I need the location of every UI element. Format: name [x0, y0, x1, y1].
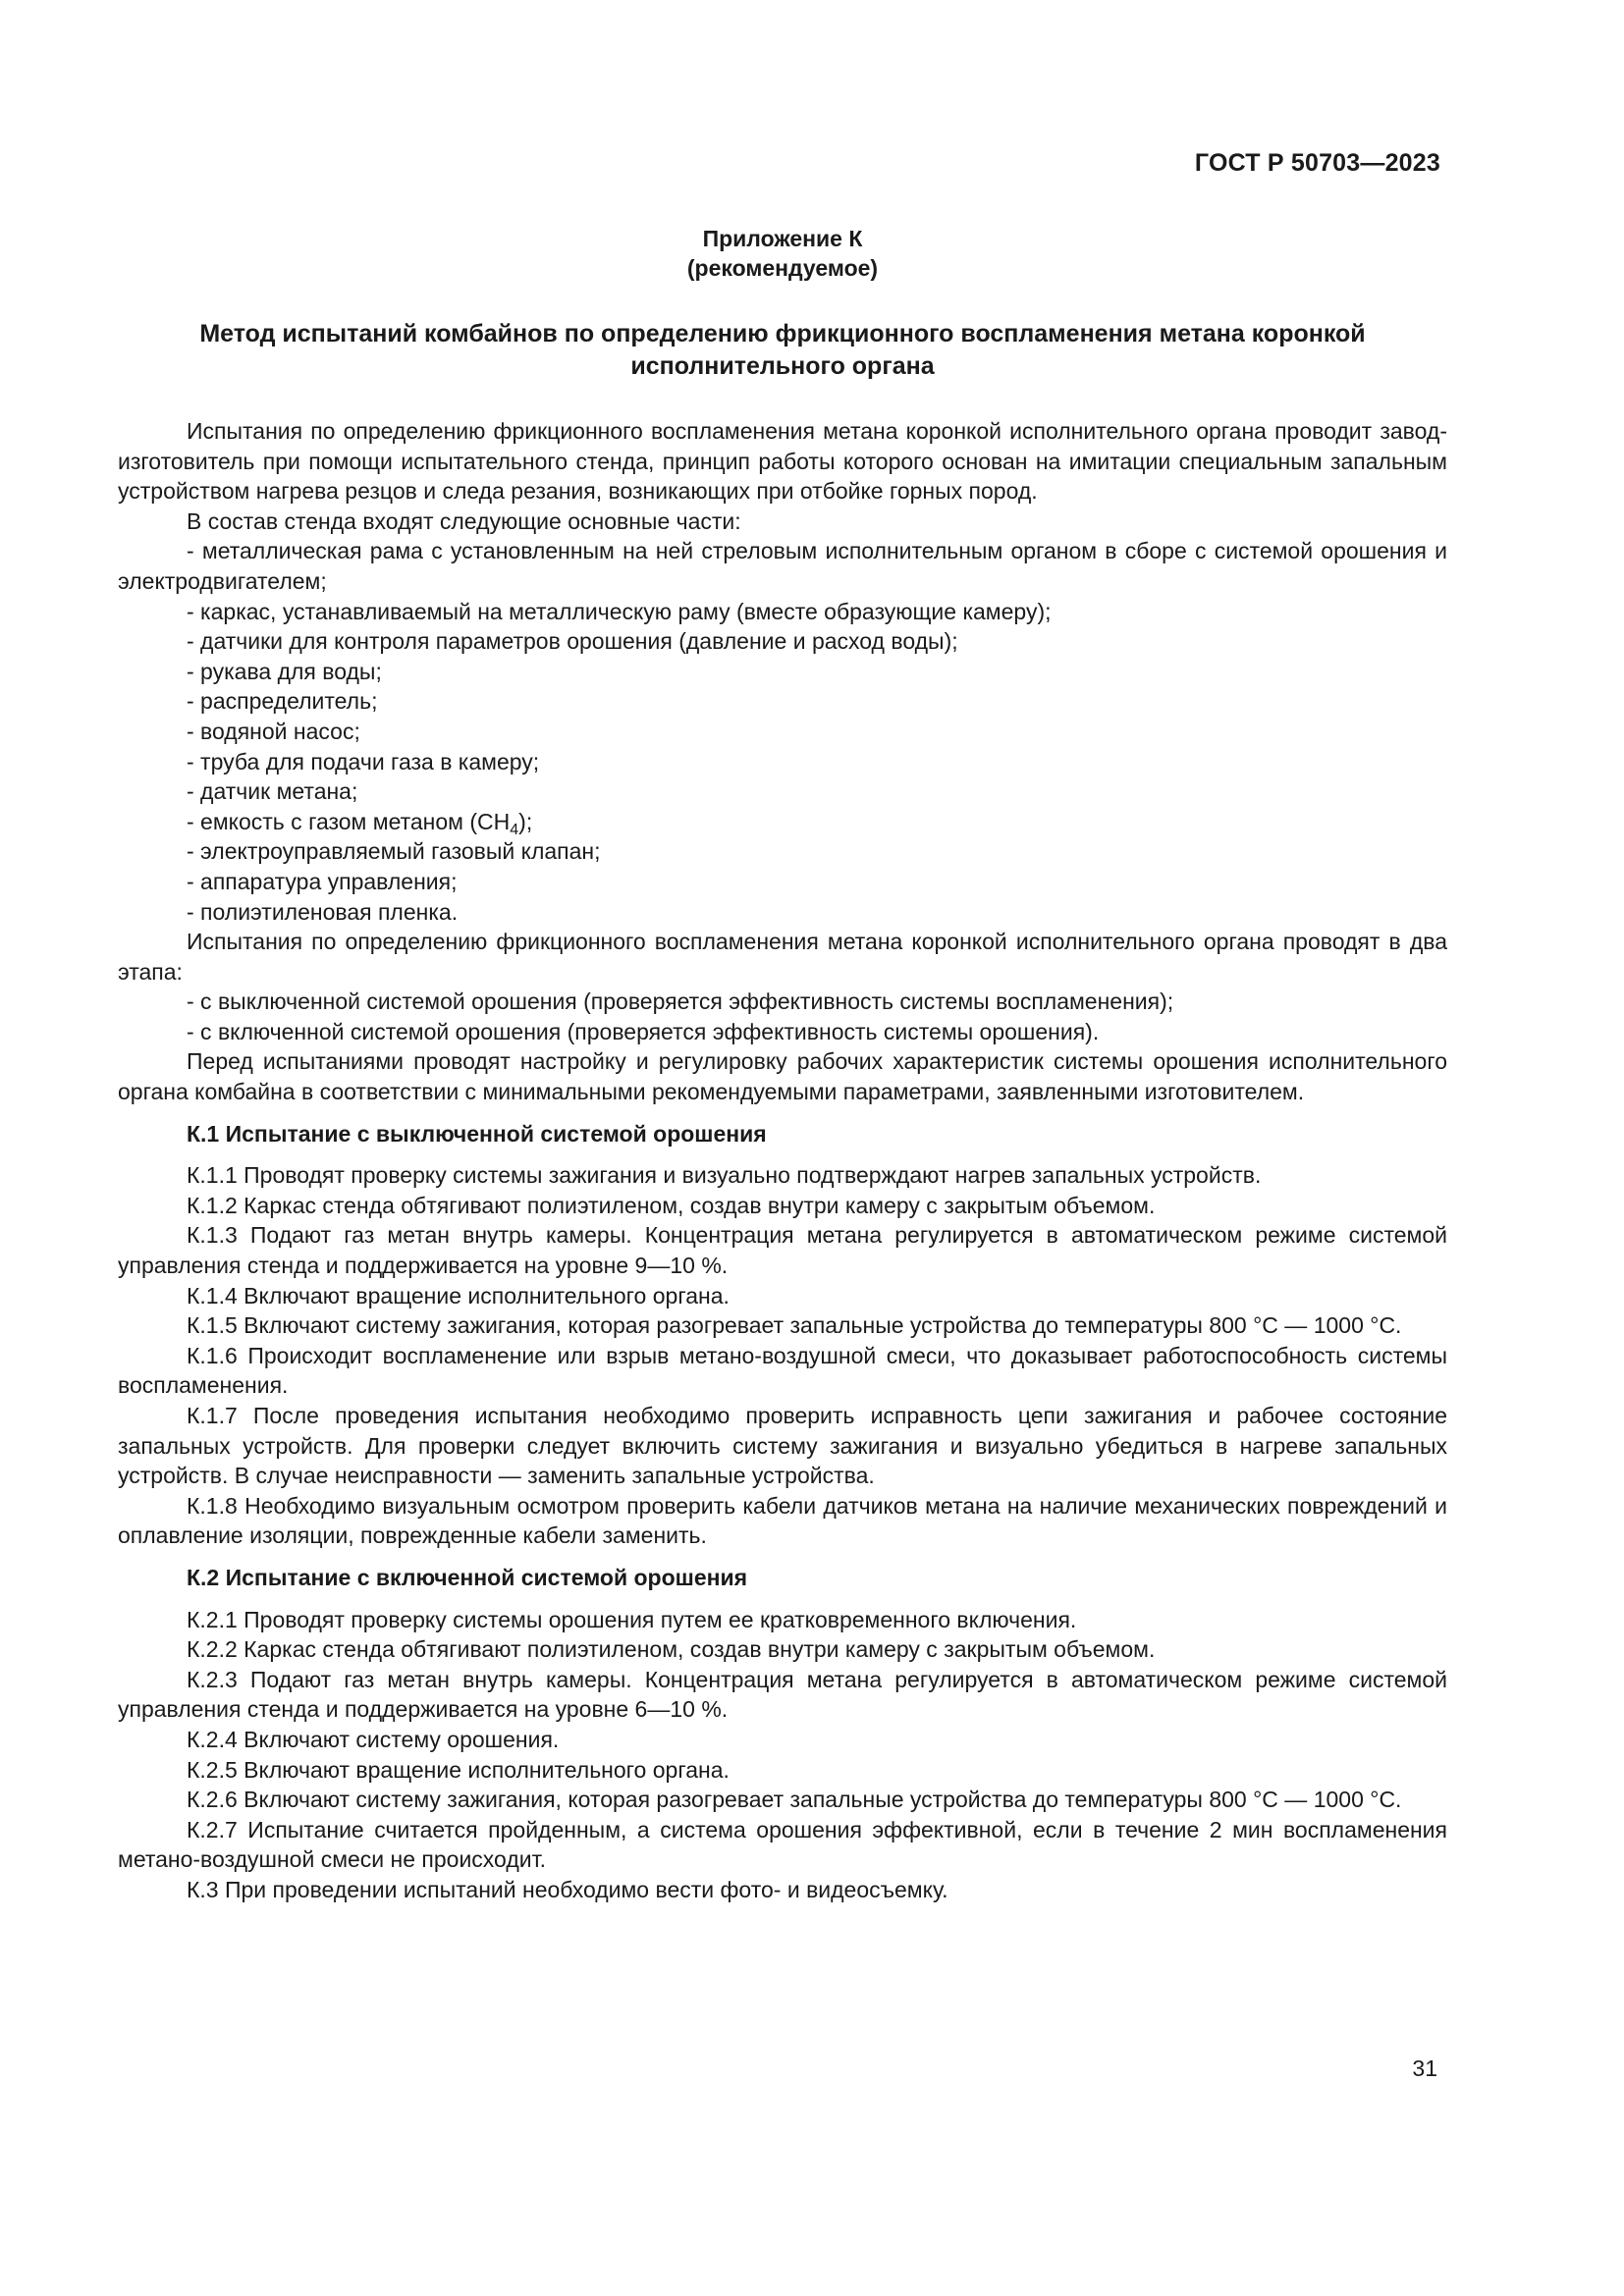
document-title	[118, 318, 1447, 383]
intro-paragraph: Испытания по определению фрикционного воспламенения метана коронкой исполнительного органа проводят в два этапа:	[118, 929, 1447, 985]
list-item: - полиэтиленовая пленка.	[187, 898, 459, 925]
clause: К.2.4 Включают систему орошения.	[187, 1726, 560, 1752]
appendix-label: Приложение К	[702, 226, 863, 251]
standard-number: ГОСТ Р 50703—2023	[1194, 149, 1440, 177]
clause-k3: К.3 При проведении испытаний необходимо вести фото- и видеосъемку.	[187, 1876, 948, 1902]
list-item: - с включенной системой орошения (проверяется эффективность системы орошения).	[187, 1018, 1100, 1044]
document-title-line-2: исполнительного органа	[630, 352, 935, 380]
clause: К.1.1 Проводят проверку системы зажигания и визуально подтверждают нагрев запальных устройств.	[187, 1162, 1262, 1189]
clause: К.1.5 Включают систему зажигания, которая разогревает запальные устройства до температуры 800 °С — 1000 °С.	[187, 1312, 1402, 1339]
clause: К.1.8 Необходимо визуальным осмотром проверить кабели датчиков метана на наличие механических повреждений и оплавление изоляции, поврежденные кабели заменить.	[118, 1492, 1447, 1549]
intro-paragraph: В состав стенда входят следующие основные части:	[187, 507, 741, 534]
list-item: - каркас, устанавливаемый на металлическую раму (вместе образующие камеру);	[187, 598, 1052, 624]
section-k1-heading: К.1 Испытание с выключенной системой орошения	[187, 1120, 767, 1147]
clause: К.1.6 Происходит воспламенение или взрыв метано-воздушной смеси, что доказывает работоспособность системы воспламенения.	[118, 1342, 1447, 1399]
appendix-status: (рекомендуемое)	[686, 255, 879, 281]
clause: К.2.6 Включают систему зажигания, которая разогревает запальные устройства до температуры 800 °С — 1000 °С.	[187, 1787, 1402, 1813]
list-item: - датчик метана;	[187, 778, 358, 805]
document-title-line-1: Метод испытаний комбайнов по определению фрикционного воспламенения метана коронкой	[199, 320, 1366, 347]
list-item: - распределитель;	[187, 688, 378, 715]
intro-paragraph: Испытания по определению фрикционного воспламенения метана коронкой исполнительного органа проводит завод-изготовитель при помощи испытательного стенда, принцип работы которого основан на имитации специальным запальным устройством нагрева резцов и следа резания, возникающих при отбойке горных пород.	[118, 418, 1447, 505]
list-item: - труба для подачи газа в камеру;	[187, 748, 540, 774]
clause: К.2.7 Испытание считается пройденным, а система орошения эффективной, если в течение 2 мин воспламенения метано-воздушной смеси не происходит.	[118, 1816, 1447, 1873]
list-item: - водяной насос;	[187, 718, 360, 744]
clause: К.2.1 Проводят проверку системы орошения путем ее кратковременного включения.	[187, 1606, 1077, 1632]
list-item: - с выключенной системой орошения (проверяется эффективность системы воспламенения);	[187, 988, 1174, 1015]
intro-paragraph: Перед испытаниями проводят настройку и регулировку рабочих характеристик системы орошения исполнительного органа комбайна в соответствии с минимальными рекомендуемыми параметрами, заявленными изготовителем.	[118, 1048, 1447, 1105]
clause: К.2.2 Каркас стенда обтягивают полиэтиленом, создав внутри камеру с закрытым объемом.	[187, 1636, 1156, 1663]
clause: К.1.3 Подают газ метан внутрь камеры. Концентрация метана регулируется в автоматическом режиме системой управления стенда и поддерживается на уровне 9—10 %.	[118, 1222, 1447, 1279]
clause: К.1.4 Включают вращение исполнительного органа.	[187, 1282, 730, 1308]
list-item: - рукава для воды;	[187, 658, 382, 684]
list-item-methane-vessel	[118, 807, 1447, 837]
appendix-heading	[118, 224, 1447, 283]
list-item: - аппаратура управления;	[187, 868, 458, 894]
page-number: 31	[1412, 2056, 1437, 2081]
methane-subscript: 4	[510, 821, 519, 838]
clause: К.2.5 Включают вращение исполнительного органа.	[187, 1756, 730, 1783]
list-item: - датчики для контроля параметров орошения (давление и расход воды);	[187, 628, 958, 655]
document-body	[118, 416, 1447, 1905]
section-k2-heading: К.2 Испытание с включенной системой орошения	[187, 1564, 748, 1590]
clause: К.1.7 После проведения испытания необходимо проверить исправность цепи зажигания и рабочее состояние запальных устройств. Для проверки следует включить систему зажигания и визуально убедиться в нагреве запальных устройств. В случае неисправности — заменить запальные устройства.	[118, 1403, 1447, 1489]
clause: К.2.3 Подают газ метан внутрь камеры. Концентрация метана регулируется в автоматическом режиме системой управления стенда и поддерживается на уровне 6—10 %.	[118, 1666, 1447, 1723]
methane-vessel-text: - емкость с газом метаном (CH	[187, 808, 511, 834]
clause: К.1.2 Каркас стенда обтягивают полиэтиленом, создав внутри камеру с закрытым объемом.	[187, 1192, 1156, 1218]
methane-vessel-suffix: );	[518, 808, 533, 834]
list-item: - металлическая рама с установленным на ней стреловым исполнительным органом в сборе с системой орошения и электродвигателем;	[118, 538, 1447, 594]
list-item: - электроуправляемый газовый клапан;	[187, 838, 601, 865]
